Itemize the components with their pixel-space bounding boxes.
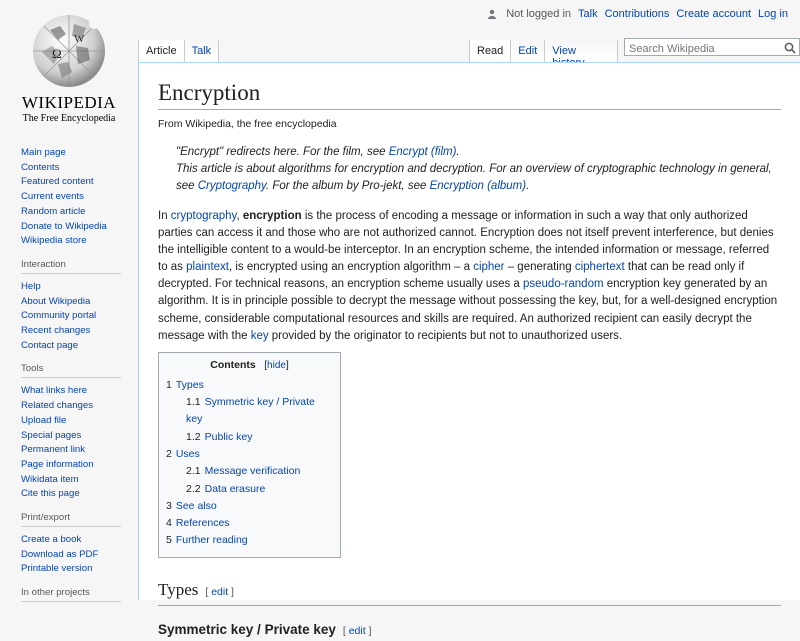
svg-text:W: W xyxy=(74,33,85,45)
sidebar-item-current-events[interactable]: Current events xyxy=(21,191,84,203)
encrypt-film-link[interactable]: Encrypt (film) xyxy=(388,146,457,158)
sidebar-item-printable-version[interactable]: Printable version xyxy=(21,563,93,575)
sidebar-item-cite-this-page[interactable]: Cite this page xyxy=(21,488,80,500)
cryptography-link[interactable]: cryptography xyxy=(170,210,237,222)
sidebar-item-upload-file[interactable]: Upload file xyxy=(21,414,67,426)
toc-item[interactable]: 1.1 Symmetric key / Private key xyxy=(186,396,315,426)
key-link[interactable]: key xyxy=(250,329,269,342)
sidebar-item-special-pages[interactable]: Special pages xyxy=(21,429,82,441)
hatnote-text: . xyxy=(526,180,530,192)
sidebar-item-contact-page[interactable]: Contact page xyxy=(21,339,79,351)
wikipedia-tagline: The Free Encyclopedia xyxy=(22,113,116,124)
tab-article[interactable]: Article xyxy=(138,40,184,62)
personal-tools xyxy=(487,8,788,20)
sidebar-item-permanent-link[interactable]: Permanent link xyxy=(21,444,85,456)
toc-item[interactable]: 2 Uses xyxy=(166,447,200,460)
hatnote-text: "Encrypt" redirects here. For the film, see xyxy=(176,146,389,158)
wikipedia-logo[interactable] xyxy=(0,0,138,122)
section-heading-symmetric-key: Symmetric key / Private key [ edit ] xyxy=(158,621,372,637)
ciphertext-link[interactable]: ciphertext xyxy=(574,261,625,274)
user-icon xyxy=(487,9,497,19)
navigation-list xyxy=(21,146,138,249)
print-portal xyxy=(21,512,138,577)
not-logged-in-text: Not logged in xyxy=(506,8,572,20)
sidebar-item-random-article[interactable]: Random article xyxy=(21,205,86,217)
svg-text:Ω: Ω xyxy=(52,46,62,61)
edit-section: [ edit ] xyxy=(205,585,234,598)
sidebar-item-help[interactable]: Help xyxy=(21,280,41,292)
sidebar-item-download-pdf[interactable]: Download as PDF xyxy=(21,548,99,560)
tab-talk[interactable]: Talk xyxy=(184,40,220,62)
section-heading-types: Types [ edit ] xyxy=(158,579,781,606)
page-title: Encryption xyxy=(158,78,781,110)
contributions-link[interactable]: Contributions xyxy=(604,8,670,20)
sidebar-item-page-information[interactable]: Page information xyxy=(21,458,94,470)
toc-title xyxy=(166,359,333,371)
namespace-tabs xyxy=(138,40,219,62)
sidebar-item-featured-content[interactable]: Featured content xyxy=(21,176,94,188)
hatnote-text: This article is about algorithms for encryption and decryption. For an overview of cryptographic technology in general, see xyxy=(176,163,772,192)
pseudo-random-link[interactable]: pseudo-random xyxy=(523,278,604,291)
sidebar-item-wikidata-item[interactable]: Wikidata item xyxy=(21,473,79,485)
bold-term-encryption: encryption xyxy=(242,210,302,222)
toc-item[interactable]: 1 Types xyxy=(166,378,204,391)
search-input[interactable] xyxy=(625,41,785,57)
search-box xyxy=(624,38,800,56)
edit-section-link[interactable]: edit xyxy=(348,624,366,637)
other-projects-portal xyxy=(21,587,138,602)
navigation-portal xyxy=(21,146,138,249)
hatnote-encrypt-redirect xyxy=(158,144,781,161)
search-icon[interactable] xyxy=(784,41,796,53)
site-subtitle: From Wikipedia, the free encyclopedia xyxy=(158,118,337,130)
edit-section: [ edit ] xyxy=(342,624,372,637)
toc-item[interactable]: 5 Further reading xyxy=(166,534,248,547)
hatnote-text: . For the album by Pro-jekt, see xyxy=(265,180,430,192)
sidebar-item-contents[interactable]: Contents xyxy=(21,161,60,173)
cryptography-hatnote-link[interactable]: Cryptography xyxy=(197,180,266,192)
print-heading: Print/export xyxy=(21,512,121,527)
sidebar-item-create-book[interactable]: Create a book xyxy=(21,534,82,546)
sidebar-item-about[interactable]: About Wikipedia xyxy=(21,295,91,307)
log-in-link[interactable]: Log in xyxy=(758,8,788,20)
hatnote-text: . xyxy=(456,146,460,158)
toc-item[interactable]: 2.2 Data erasure xyxy=(186,482,266,495)
lead-paragraph: In cryptography, encryption is the process of encoding a message or information in such a way that only authorized parties can access it and those who are not authorized cannot. Encryption does not itself prevent interference, but denies the intelligible content to a would-be interceptor. In an encryption scheme, the intended information or message, referred to as plaintext, is encrypted using an encryption algorithm – a cipher – generating ciphertext that can be read only if decrypted. For technical reasons, an encryption scheme usually uses a pseudo-random encryption key generated by an algorithm. It is in principle possible to decrypt the message without possessing the key, but, for a well-designed encryption scheme, considerable computational resources and skills are required. An authorized recipient can easily decrypt the message with the key provided by the originator to recipients but not to unauthorized users. xyxy=(158,210,778,342)
sidebar-item-related-changes[interactable]: Related changes xyxy=(21,400,94,412)
wikipedia-wordmark: WIKIPEDIA xyxy=(21,93,117,112)
talk-link[interactable]: Talk xyxy=(578,8,598,20)
tools-portal xyxy=(21,363,138,502)
other-projects-heading: In other projects xyxy=(21,587,121,602)
tab-view-history[interactable]: View xyxy=(544,40,618,62)
table-of-contents xyxy=(158,352,341,558)
toc-item[interactable]: 1.2 Public key xyxy=(186,430,253,443)
create-account-link[interactable]: Create account xyxy=(676,8,752,20)
toc-toggle: [hide] xyxy=(258,359,289,371)
sidebar xyxy=(0,146,138,608)
interaction-heading: Interaction xyxy=(21,259,121,274)
view-tabs xyxy=(469,40,800,62)
encryption-album-link[interactable]: Encryption (album) xyxy=(429,180,527,192)
toc-item[interactable]: 4 References xyxy=(166,517,230,530)
toc-hide-link[interactable]: hide xyxy=(267,359,286,371)
sidebar-item-main-page[interactable]: Main page xyxy=(21,147,66,158)
hatnote-about xyxy=(158,161,781,195)
sidebar-item-donate[interactable]: Donate to Wikipedia xyxy=(21,220,107,232)
cipher-link[interactable]: cipher xyxy=(473,261,505,274)
edit-section-link[interactable]: edit xyxy=(211,585,229,598)
tab-read[interactable]: Read xyxy=(469,40,510,62)
toc-item[interactable]: 2.1 Message verification xyxy=(186,465,301,478)
globe-icon xyxy=(30,12,108,90)
sidebar-item-community-portal[interactable]: Community portal xyxy=(21,310,97,322)
toc-item[interactable]: 3 See also xyxy=(166,499,217,512)
toc-list xyxy=(166,377,333,550)
tools-heading: Tools xyxy=(21,363,121,378)
plaintext-link[interactable]: plaintext xyxy=(186,261,229,274)
tab-edit[interactable]: Edit xyxy=(510,40,544,62)
toc-heading: Contents xyxy=(210,358,256,371)
interaction-portal xyxy=(21,259,138,354)
article-content xyxy=(138,62,800,637)
sidebar-item-what-links-here[interactable]: What links here xyxy=(21,385,88,397)
sidebar-item-store[interactable]: Wikipedia store xyxy=(21,235,87,247)
sidebar-item-recent-changes[interactable]: Recent changes xyxy=(21,325,91,337)
